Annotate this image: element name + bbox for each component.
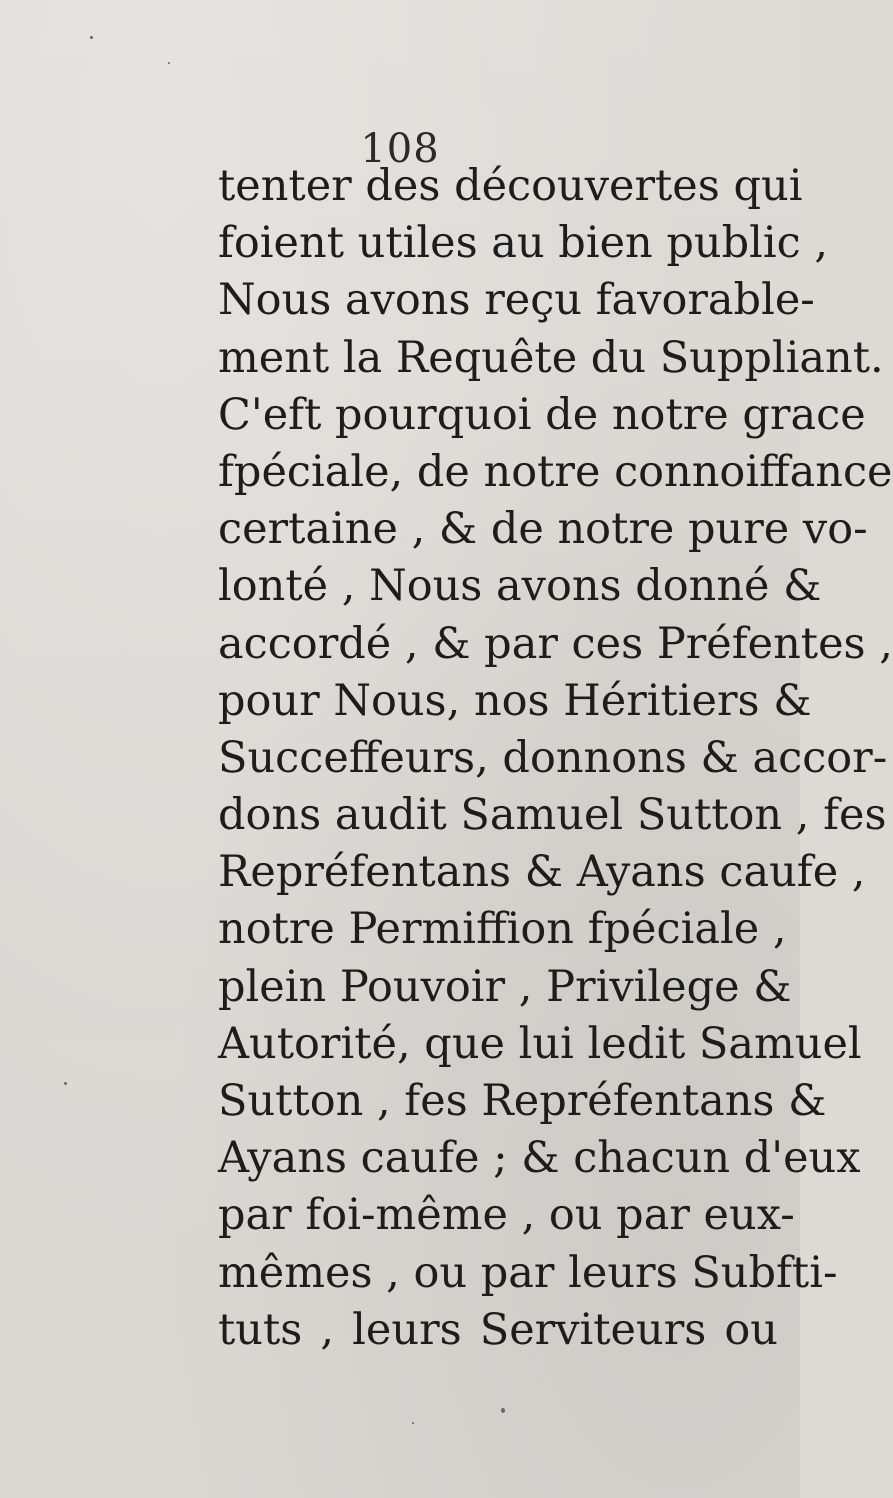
- text-line: pour Nous, nos Héritiers &: [218, 675, 812, 726]
- paper-speck: [90, 36, 93, 39]
- page-number: 108: [360, 126, 440, 172]
- text-line: par foi-même , ou par eux-: [218, 1190, 795, 1241]
- text-line: C'eft pourquoi de notre grace: [218, 389, 866, 440]
- text-line: tenter des découvertes qui: [218, 161, 803, 211]
- text-line: plein Pouvoir , Privilege &: [218, 961, 792, 1012]
- text-line: lonté , Nous avons donné &: [218, 561, 822, 612]
- text-line: tuts , leurs Serviteurs ou: [218, 1304, 778, 1355]
- text-line: certaine , & de notre pure vo-: [218, 504, 868, 555]
- text-line: fpéciale, de notre connoiffance: [218, 446, 893, 497]
- text-line: Nous avons reçu favorable-: [218, 275, 815, 326]
- text-line: Ayans caufe ; & chacun d'eux: [218, 1133, 861, 1184]
- paper-speck: [412, 1422, 414, 1424]
- paper-speck: [501, 1408, 505, 1413]
- text-line: ment la Requête du Suppliant.: [218, 332, 884, 383]
- text-line: mêmes , ou par leurs Subfti-: [218, 1247, 838, 1298]
- text-line: foient utiles au bien public ,: [218, 218, 829, 269]
- text-line: Autorité, que lui ledit Samuel: [218, 1018, 862, 1069]
- paper-speck: [64, 1082, 67, 1085]
- text-line: dons audit Samuel Sutton , fes: [218, 790, 887, 841]
- text-line: Succeffeurs, donnons & accor-: [218, 732, 888, 783]
- paper-speck: [168, 62, 170, 64]
- text-line: Repréfentans & Ayans caufe ,: [218, 847, 866, 898]
- text-line: Sutton , fes Repréfentans &: [218, 1076, 827, 1126]
- text-line: notre Permiffion fpéciale ,: [218, 904, 787, 955]
- text-line: accordé , & par ces Préfentes ,: [218, 618, 893, 669]
- body-text: [218, 158, 893, 1359]
